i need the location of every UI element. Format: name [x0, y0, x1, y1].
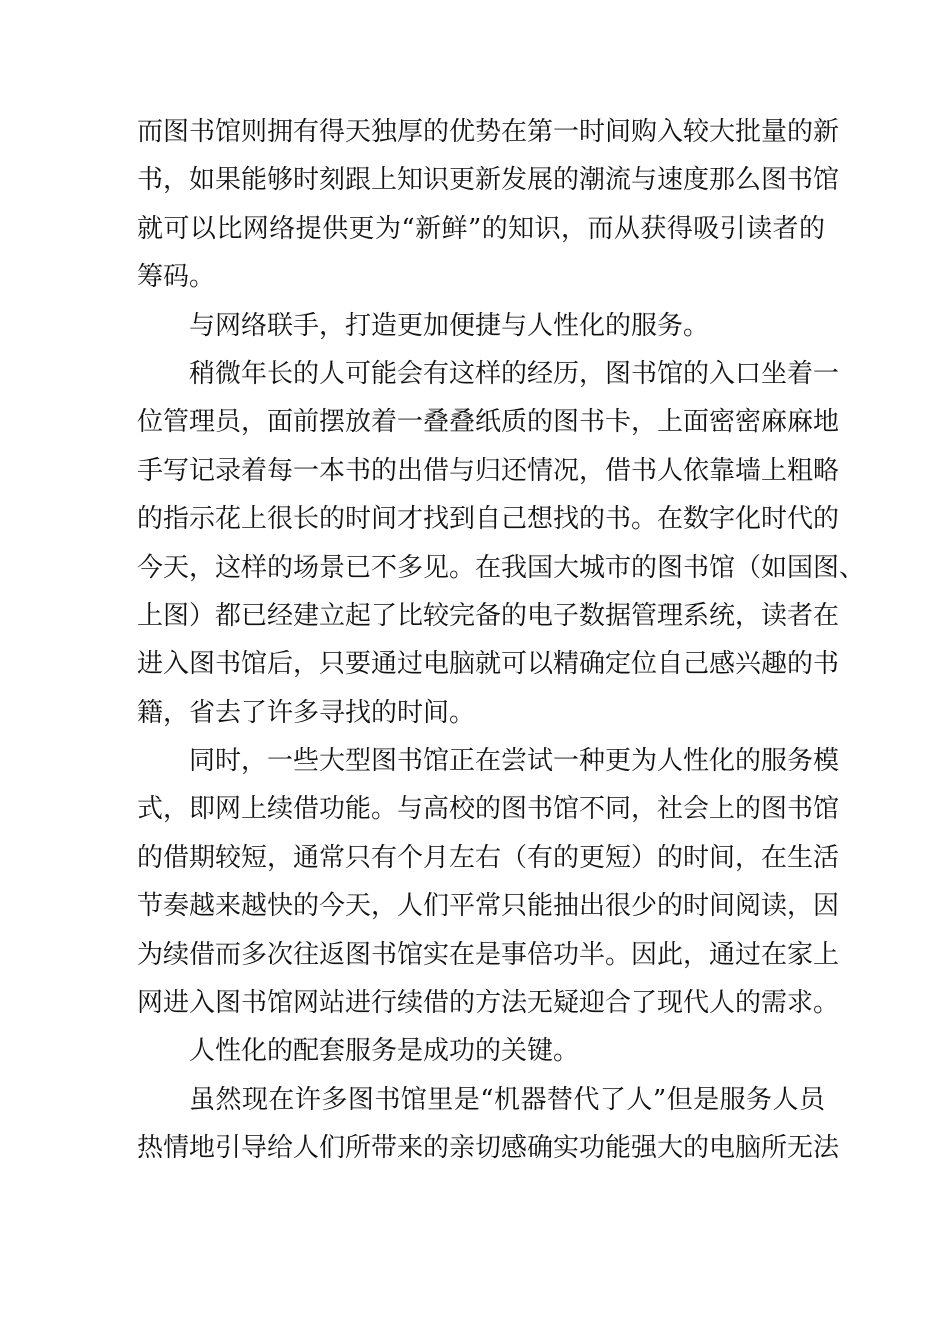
- text-line: 节奏越来越快的今天，人们平常只能抽出很少的时间阅读，因: [137, 891, 840, 922]
- text-line: 位管理员，面前摆放着一叠叠纸质的图书卡，上面密密麻麻地: [137, 407, 840, 438]
- text-line: 为续借而多次往返图书馆实在是事倍功半。因此，通过在家上: [137, 939, 840, 970]
- text-line: 热情地引导给人们所带来的亲切感确实功能强大的电脑所无法: [137, 1133, 840, 1164]
- document-body: [137, 108, 866, 1173]
- text-line: 书，如果能够时刻跟上知识更新发展的潮流与速度那么图书馆: [137, 165, 840, 196]
- text-line: 筹码。: [137, 262, 216, 293]
- text-line: 的指示花上很长的时间才找到自己想找的书。在数字化时代的: [137, 504, 840, 535]
- text-line: 同时，一些大型图书馆正在尝试一种更为人性化的服务模: [189, 746, 840, 777]
- text-line: 进入图书馆后，只要通过电脑就可以精确定位自己感兴趣的书: [137, 649, 840, 680]
- text-line: 式，即网上续借功能。与高校的图书馆不同，社会上的图书馆: [137, 794, 840, 825]
- section-heading: 与网络联手，打造更加便捷与人性化的服务。: [189, 310, 710, 341]
- text-line: 今天，这样的场景已不多见。在我国大城市的图书馆（如国图、: [137, 552, 866, 583]
- text-line: 虽然现在许多图书馆里是“机器替代了人”但是服务人员: [189, 1084, 825, 1115]
- section-heading: 人性化的配套服务是成功的关键。: [189, 1036, 580, 1067]
- text-line: 手写记录着每一本书的出借与归还情况，借书人依靠墙上粗略: [137, 455, 840, 486]
- text-line: 的借期较短，通常只有个月左右（有的更短）的时间，在生活: [137, 842, 840, 873]
- text-line: 籍，省去了许多寻找的时间。: [137, 697, 476, 728]
- text-line: 上图）都已经建立起了比较完备的电子数据管理系统，读者在: [137, 600, 840, 631]
- text-line: 稍微年长的人可能会有这样的经历，图书馆的入口坐着一: [189, 358, 840, 389]
- text-line: 网进入图书馆网站进行续借的方法无疑迎合了现代人的需求。: [137, 988, 840, 1019]
- text-line: 而图书馆则拥有得天独厚的优势在第一时间购入较大批量的新: [137, 117, 840, 147]
- text-line: 就可以比网络提供更为“新鲜”的知识，而从获得吸引读者的: [137, 213, 825, 244]
